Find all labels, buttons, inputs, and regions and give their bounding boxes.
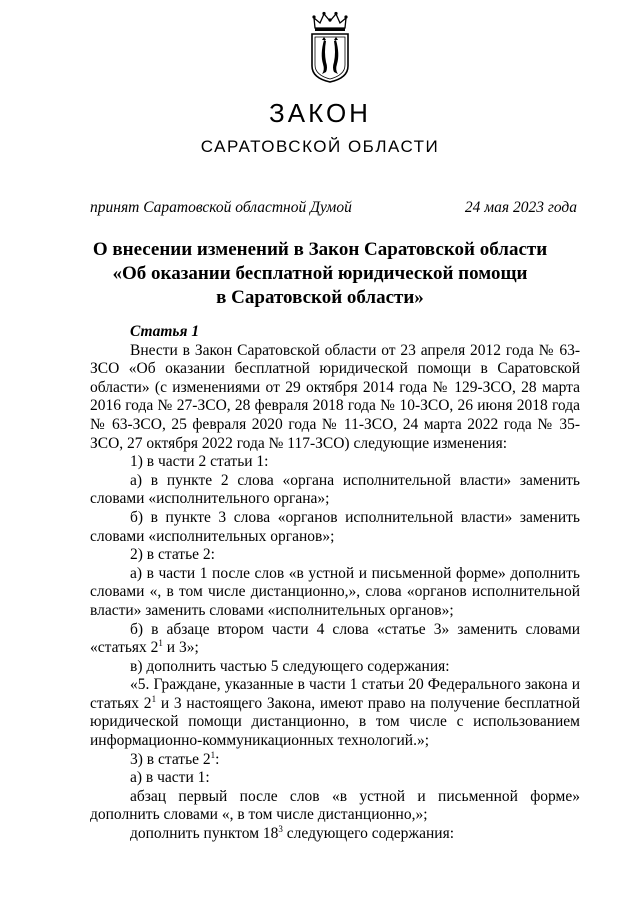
paragraph: 2) в статье 2: [130,546,215,564]
text-run: : [215,750,220,768]
paragraph [90,751,580,770]
document-title-line: О внесении изменений в Закон Саратовской области [92,239,548,260]
superscript: 1 [158,637,163,648]
text-run: 3) в статье 2 [130,750,211,768]
superscript: 1 [151,693,157,704]
paragraph: в) дополнить частью 5 следующего содержания: [130,657,450,675]
coat-of-arms-icon [306,10,354,84]
text-run: и 3»; [162,639,199,657]
paragraph: а) в пункте 2 слова «органа исполнительной власти» заменить словами «исполнительного органа»; [90,471,580,508]
superscript: 3 [278,823,283,834]
document-title-line: в Саратовской области» [216,287,424,308]
text-run: дополнить пунктом 18 [130,825,279,843]
text-run: «5. Граждане, указанные в части 1 статьи 20 Федерального закона и статьях 2 [90,676,580,712]
document-title-line: «Об оказании бесплатной юридической помощи [112,263,528,284]
paragraph: а) в части 1: [130,769,210,787]
region-name: САРАТОВСКОЙ ОБЛАСТИ [200,137,440,156]
adopted-date: 24 мая 2023 года [464,199,577,216]
text-run: и 3 настоящего Закона, имеют право на получение бесплатной юридической помощи дистанционно, в том числе с использованием информационно-коммуникационных технологий.»; [90,694,581,750]
paragraph: а) в части 1 после слов «в устной и письменной форме» дополнить словами «, в том числе дистанционно,», слова «органов исполнительной власти» заменить словами «исполнительных органов»; [90,564,580,619]
paragraph: б) в пункте 3 слова «органов исполнительной власти» заменить словами «исполнительных органов»; [90,508,580,545]
law-heading: ЗАКОН [269,98,371,128]
paragraph: абзац первый после слов «в устной и письменной форме» дополнить словами «, в том числе дистанционно,»; [90,787,580,824]
paragraph: Внести в Закон Саратовской области от 23 апреля 2012 года № 63-ЗСО «Об оказании бесплатной юридической помощи в Саратовской области» (с изменениями от 29 октября 2014 года № 129-ЗСО, 28 марта 2016 года № 27-ЗСО, 28 февраля 2018 года № 10-ЗСО, 26 июня 2018 года № 63-ЗСО, 25 февраля 2020 года № 11-ЗСО, 24 марта 2022 года № 35-ЗСО, 27 октября 2022 года № 117-ЗСО) следующие изменения: [90,341,580,452]
paragraph [90,621,580,658]
adopted-by: принят Саратовской областной Думой [90,199,352,216]
paragraph [90,676,580,750]
document-body [90,323,580,844]
text-run: следующего содержания: [282,825,455,843]
superscript: 1 [210,749,216,760]
paragraph: 1) в части 2 статьи 1: [130,453,269,471]
text-run: б) в абзаце втором части 4 слова «статье 3» заменить словами «статьях 2 [90,620,580,657]
document-title [60,238,580,310]
article-heading [90,323,580,342]
article-heading-text: Статья 1 [130,323,200,340]
paragraph [90,825,580,844]
